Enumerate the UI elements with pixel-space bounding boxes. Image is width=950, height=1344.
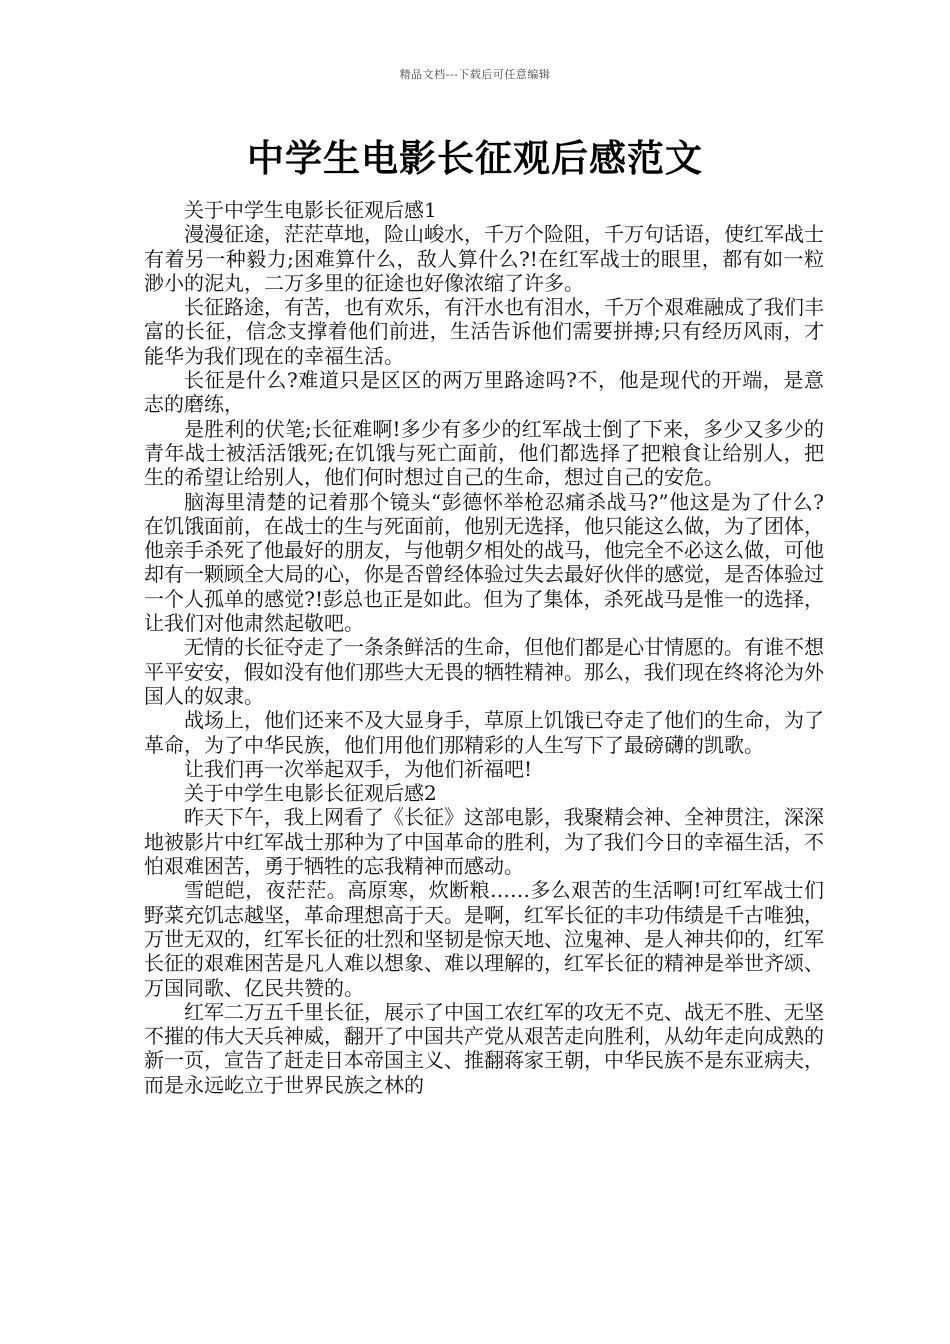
paragraph: 关于中学生电影长征观后感1 — [184, 198, 437, 222]
paragraph: 漫漫征途，茫茫草地，险山峻水，千万个险阻，千万句话语，使红军战士有着另一种毅力;困难算什么，敌人算什么?!在红军战士的眼里，都有如一粒渺小的泥丸，二万多里的征途也好像浓缩了许多。 — [144, 222, 824, 295]
paragraph: 昨天下午，我上网看了《长征》这部电影，我聚精会神、全神贯注，深深地被影片中红军战士那种为了中国革命的胜利，为了我们今日的幸福生活，不怕艰难困苦，勇于牺牲的忘我精神而感动。 — [144, 805, 824, 879]
paragraph: 长征路途，有苦，也有欢乐，有汗水也有泪水，千万个艰难融成了我们丰富的长征，信念支撑着他们前进，生活告诉他们需要拼搏;只有经历风雨，才能华为我们现在的幸福生活。 — [144, 295, 824, 368]
paragraph: 脑海里清楚的记着那个镜头“彭德怀举枪忍痛杀战马?”他这是为了什么?在饥饿面前，在战士的生与死面前，他别无选择，他只能这么做，为了团体，他亲手杀死了他最好的朋友，与他朝夕相处的战马，他完全不必这么做，可他却有一颗顾全大局的心，你是否曾经体验过失去最好伙伴的感觉，是否体验过一个人孤单的感觉?!彭总也正是如此。但为了集体，杀死战马是惟一的选择，让我们对他肃然起敬吧。 — [144, 489, 824, 636]
document-body — [144, 198, 824, 1097]
paragraph: 长征是什么?难道只是区区的两万里路途吗?不，他是现代的开端，是意志的磨练， — [144, 368, 824, 417]
header-note: 精品文档---下载后可任意编辑 — [399, 68, 551, 81]
paragraph: 是胜利的伏笔;长征难啊!多少有多少的红军战士倒了下来，多少又多少的青年战士被活活饿死;在饥饿与死亡面前，他们都选择了把粮食让给别人，把生的希望让给别人，他们何时想过自己的生命，想过自己的安危。 — [144, 416, 824, 490]
paragraph: 无情的长征夺走了一条条鲜活的生命，但他们都是心甘情愿的。有谁不想平平安安，假如没有他们那些大无畏的牺牲精神。那么，我们现在终将沦为外国人的奴隶。 — [144, 635, 824, 708]
paragraph: 让我们再一次举起双手，为他们祈福吧! — [184, 756, 533, 781]
document-title: 中学生电影长征观后感范文 — [247, 137, 703, 180]
paragraph: 关于中学生电影长征观后感2 — [184, 781, 437, 806]
paragraph: 雪皑皑，夜茫茫。高原寒，炊断粮……多么艰苦的生活啊!可红军战士们野菜充饥志越坚，革命理想高于天。是啊，红军长征的丰功伟绩是千古唯独，万世无双的，红军长征的壮烈和坚韧是惊天地、泣鬼神、是人神共仰的，红军长征的艰难困苦是凡人难以想象、难以理解的，红军长征的精神是举世齐颂、万国同歌、亿民共赞的。 — [144, 878, 824, 1000]
paragraph: 红军二万五千里长征，展示了中国工农红军的攻无不克、战无不胜、无坚不摧的伟大天兵神威，翻开了中国共产党从艰苦走向胜利，从幼年走向成熟的新一页，宣告了赶走日本帝国主义、推翻蒋家王朝，中华民族不是东亚病夫，而是永远屹立于世界民族之林的 — [144, 999, 824, 1097]
paragraph: 战场上，他们还来不及大显身手，草原上饥饿已夺走了他们的生命，为了革命，为了中华民族，他们用他们那精彩的人生写下了最磅礴的凯歌。 — [144, 708, 824, 757]
